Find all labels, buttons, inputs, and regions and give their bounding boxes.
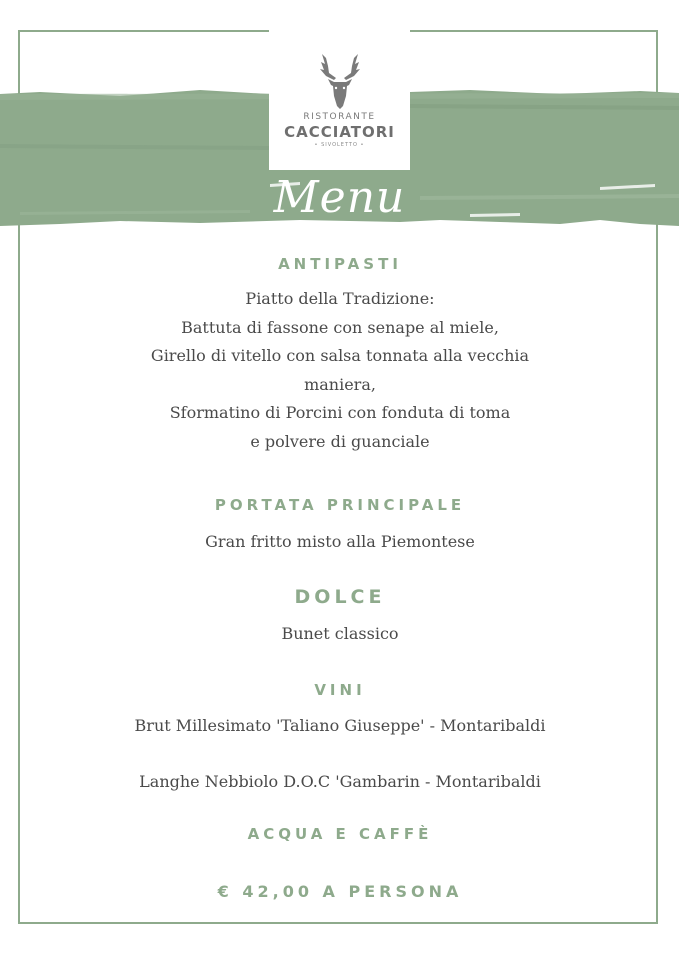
vini-line: Langhe Nebbiolo D.O.C 'Gambarin - Montaribaldi (139, 772, 541, 791)
antipasti-heading: ANTIPASTI (278, 255, 402, 273)
antipasti-line: e polvere di guanciale (250, 432, 430, 451)
antipasti-line: Battuta di fassone con senape al miele, (181, 318, 499, 337)
restaurant-name: CACCIATORI (284, 123, 395, 141)
dolce-line: Bunet classico (281, 624, 399, 643)
antipasti-line: maniera, (304, 375, 376, 394)
portata-line: Gran fritto misto alla Piemontese (205, 532, 475, 551)
deer-head-icon (314, 52, 366, 110)
antipasti-line: Sformatino di Porcini con fonduta di toma (169, 403, 511, 422)
restaurant-label: RISTORANTE (303, 112, 376, 122)
restaurant-place: • SIVOLETTO • (314, 142, 365, 148)
restaurant-logo (269, 30, 410, 170)
vini-heading: VINI (314, 681, 366, 699)
price-text: € 42,00 A PERSONA (217, 882, 463, 901)
menu-title: Menu (273, 172, 406, 223)
portata-heading: PORTATA PRINCIPALE (214, 496, 466, 514)
acqua-heading: ACQUA E CAFFÈ (247, 825, 433, 843)
antipasti-line: Piatto della Tradizione: (245, 289, 435, 308)
antipasti-line: Girello di vitello con salsa tonnata alla vecchia (150, 346, 530, 365)
dolce-heading: DOLCE (294, 586, 386, 608)
vini-line: Brut Millesimato 'Taliano Giuseppe' - Montaribaldi (134, 716, 546, 735)
